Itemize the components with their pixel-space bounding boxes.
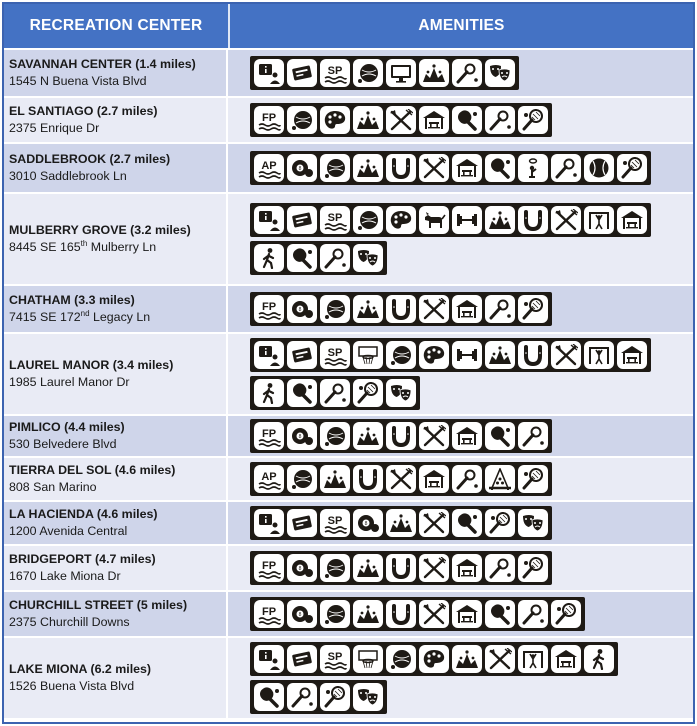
fp-icon <box>254 422 284 450</box>
pavilion-icon <box>617 206 647 234</box>
center-address: 808 San Marino <box>9 480 97 494</box>
walk-icon <box>254 244 284 272</box>
paddle-icon <box>287 244 317 272</box>
amenity-strip <box>250 642 618 676</box>
softball-icon <box>584 154 614 182</box>
info-icon <box>254 341 284 369</box>
paddle-icon <box>287 379 317 407</box>
drama-icon <box>386 379 416 407</box>
golf-icon <box>452 59 482 87</box>
stage-icon <box>353 554 383 582</box>
golf-icon <box>518 600 548 628</box>
billiards-icon <box>287 154 317 182</box>
amenities-cell <box>228 502 693 544</box>
table-row <box>4 332 693 414</box>
amenity-strip <box>250 203 651 237</box>
tennis-icon <box>320 683 350 711</box>
center-name: SADDLEBROOK (2.7 miles) <box>9 152 171 166</box>
fitness-icon <box>518 645 548 673</box>
header-recreation-center: RECREATION CENTER <box>4 4 230 48</box>
center-address: 1985 Laurel Manor Dr <box>9 375 130 389</box>
info-icon <box>254 509 284 537</box>
ap-icon <box>254 154 284 182</box>
amenity-strip <box>250 597 585 631</box>
recreation-table <box>2 2 695 724</box>
fitness-icon <box>584 341 614 369</box>
paddle-icon <box>485 154 515 182</box>
table-row <box>4 636 693 718</box>
amenity-strip <box>250 680 387 714</box>
fp-icon <box>254 106 284 134</box>
amenity-strip <box>250 506 552 540</box>
art-icon <box>320 106 350 134</box>
address-suffix: Mulberry Ln <box>87 240 157 254</box>
amenities-cell <box>228 194 693 284</box>
svg-text:FP: FP <box>261 112 277 124</box>
center-name: TIERRA DEL SOL (4.6 miles) <box>9 463 176 477</box>
dining-icon <box>419 295 449 323</box>
table-row <box>4 456 693 500</box>
svg-text:SP: SP <box>327 651 343 663</box>
center-address: 1670 Lake Miona Dr <box>9 569 121 583</box>
center-address: 3010 Saddlebrook Ln <box>9 169 127 183</box>
header-amenities: AMENITIES <box>418 17 505 34</box>
center-info-cell <box>4 502 228 544</box>
amenity-strip <box>250 241 387 275</box>
center-name: LA HACIENDA (4.6 miles) <box>9 507 158 521</box>
amenity-strip <box>250 376 420 410</box>
stage-icon <box>353 154 383 182</box>
dining-icon <box>485 645 515 673</box>
table-body <box>4 48 693 718</box>
pavilion-icon <box>452 554 482 582</box>
stage-icon <box>353 422 383 450</box>
tv-icon <box>386 59 416 87</box>
center-info-cell <box>4 98 228 142</box>
sp-icon <box>320 509 350 537</box>
amenities-cell <box>228 286 693 332</box>
bocce-icon <box>386 341 416 369</box>
paddle-icon <box>452 509 482 537</box>
dining-icon <box>551 341 581 369</box>
horseshoe-icon <box>386 554 416 582</box>
amenities-cell <box>228 546 693 590</box>
svg-text:SP: SP <box>327 347 343 359</box>
horseshoe-icon <box>386 154 416 182</box>
svg-text:8: 8 <box>298 566 302 572</box>
info-icon <box>254 59 284 87</box>
center-address: 1526 Buena Vista Blvd <box>9 679 135 693</box>
center-info-cell <box>4 592 228 636</box>
billiards-icon <box>287 422 317 450</box>
center-info-cell <box>4 50 228 96</box>
dining-icon <box>386 106 416 134</box>
amenities-cell <box>228 144 693 192</box>
svg-text:FP: FP <box>261 428 277 440</box>
bocce-icon <box>353 59 383 87</box>
sp-icon <box>320 206 350 234</box>
svg-text:AP: AP <box>261 471 277 483</box>
dining-icon <box>419 154 449 182</box>
billiards-icon <box>287 600 317 628</box>
center-address: 1200 Avenida Central <box>9 524 128 538</box>
address-suffix: Legacy Ln <box>89 310 151 324</box>
center-info-cell <box>4 144 228 192</box>
amenities-cell <box>228 98 693 142</box>
center-name: LAKE MIONA (6.2 miles) <box>9 662 152 676</box>
center-address: 1545 N Buena Vista Blvd <box>9 74 147 88</box>
svg-text:8: 8 <box>364 521 368 527</box>
address-ordinal: th <box>80 238 88 248</box>
sp-icon <box>320 645 350 673</box>
amenities-cell <box>228 592 693 636</box>
center-name: EL SANTIAGO (2.7 miles) <box>9 104 158 118</box>
center-info-cell <box>4 194 228 284</box>
dining-icon <box>419 422 449 450</box>
golf-icon <box>485 554 515 582</box>
pavilion-icon <box>419 106 449 134</box>
address-ordinal: nd <box>80 308 90 318</box>
bocce-icon <box>287 106 317 134</box>
center-info-cell <box>4 546 228 590</box>
golf-icon <box>287 683 317 711</box>
amenity-strip <box>250 551 552 585</box>
center-name: LAUREL MANOR (3.4 miles) <box>9 358 174 372</box>
svg-text:8: 8 <box>298 307 302 313</box>
golf-icon <box>485 295 515 323</box>
center-name: CHURCHILL STREET (5 miles) <box>9 598 188 612</box>
drama-icon <box>518 509 548 537</box>
art-icon <box>386 206 416 234</box>
amenities-cell <box>228 458 693 500</box>
bocce-icon <box>287 465 317 493</box>
stage-icon <box>485 341 515 369</box>
table-row <box>4 500 693 544</box>
golf-icon <box>320 244 350 272</box>
pavilion-icon <box>551 645 581 673</box>
center-name: SAVANNAH CENTER (1.4 miles) <box>9 57 196 71</box>
center-name: CHATHAM (3.3 miles) <box>9 293 135 307</box>
stage-icon <box>485 206 515 234</box>
amenity-strip <box>250 292 552 326</box>
center-address <box>9 239 226 256</box>
svg-text:FP: FP <box>261 606 277 618</box>
pool-icon <box>485 465 515 493</box>
table-row <box>4 544 693 590</box>
center-info-cell <box>4 638 228 718</box>
sp-icon <box>320 59 350 87</box>
pavilion-icon <box>452 295 482 323</box>
amenities-cell <box>228 416 693 456</box>
basketball-icon <box>353 341 383 369</box>
address-prefix: 8445 SE 165 <box>9 240 81 254</box>
stage-icon <box>320 465 350 493</box>
dining-icon <box>419 554 449 582</box>
svg-text:FP: FP <box>261 560 277 572</box>
center-name: BRIDGEPORT (4.7 miles) <box>9 552 156 566</box>
pavilion-icon <box>617 341 647 369</box>
walk-icon <box>584 645 614 673</box>
svg-text:SP: SP <box>327 65 343 77</box>
card-icon <box>287 341 317 369</box>
golf-icon <box>452 465 482 493</box>
amenity-strip <box>250 56 519 90</box>
fp-icon <box>254 600 284 628</box>
svg-text:SP: SP <box>327 212 343 224</box>
bocce-icon <box>320 295 350 323</box>
dining-icon <box>551 206 581 234</box>
table-row <box>4 590 693 636</box>
center-name: PIMLICO (4.4 miles) <box>9 420 125 434</box>
ap-icon <box>254 465 284 493</box>
horseshoe-icon <box>386 295 416 323</box>
center-info-cell <box>4 416 228 456</box>
pavilion-icon <box>452 154 482 182</box>
horseshoe-icon <box>386 422 416 450</box>
paddle-icon <box>254 683 284 711</box>
fp-icon <box>254 554 284 582</box>
horseshoe-icon <box>353 465 383 493</box>
center-address: 2375 Churchill Downs <box>9 615 130 629</box>
tennis-icon <box>485 509 515 537</box>
golf-icon <box>485 106 515 134</box>
svg-text:AP: AP <box>261 160 277 172</box>
amenity-strip <box>250 103 552 137</box>
tennis-icon <box>518 295 548 323</box>
fitness-icon <box>584 206 614 234</box>
billiards-icon <box>287 295 317 323</box>
table-row <box>4 192 693 284</box>
golf-icon <box>518 422 548 450</box>
center-address <box>9 309 226 326</box>
dining-icon <box>419 509 449 537</box>
billiards-icon <box>287 554 317 582</box>
bocce-icon <box>386 645 416 673</box>
dining-icon <box>419 600 449 628</box>
address-prefix: 7415 SE 172 <box>9 310 81 324</box>
horseshoe-icon <box>518 206 548 234</box>
tennis-icon <box>518 106 548 134</box>
table-row <box>4 96 693 142</box>
center-address: 530 Belvedere Blvd <box>9 437 117 451</box>
table-row <box>4 142 693 192</box>
bocce-icon <box>320 154 350 182</box>
stage-icon <box>353 106 383 134</box>
paddle-icon <box>452 106 482 134</box>
bocce-icon <box>353 206 383 234</box>
bocce-icon <box>320 554 350 582</box>
center-name: MULBERRY GROVE (3.2 miles) <box>9 223 191 237</box>
drama-icon <box>353 683 383 711</box>
art-icon <box>419 645 449 673</box>
svg-text:8: 8 <box>298 434 302 440</box>
table-row <box>4 48 693 96</box>
amenities-cell <box>228 334 693 414</box>
card-icon <box>287 206 317 234</box>
svg-text:FP: FP <box>261 301 277 313</box>
svg-text:8: 8 <box>298 612 302 618</box>
tennis-icon <box>551 600 581 628</box>
table-row <box>4 284 693 332</box>
pavilion-icon <box>452 422 482 450</box>
shuffle-icon <box>518 154 548 182</box>
drama-icon <box>353 244 383 272</box>
bocce-icon <box>320 422 350 450</box>
center-info-cell <box>4 458 228 500</box>
drama-icon <box>485 59 515 87</box>
fp-icon <box>254 295 284 323</box>
horseshoe-icon <box>518 341 548 369</box>
amenity-strip <box>250 419 552 453</box>
tennis-icon <box>518 465 548 493</box>
paddle-icon <box>485 422 515 450</box>
dining-icon <box>386 465 416 493</box>
billiards-icon <box>353 509 383 537</box>
info-icon <box>254 645 284 673</box>
amenity-strip <box>250 338 651 372</box>
tennis-icon <box>353 379 383 407</box>
amenities-cell <box>228 50 693 96</box>
card-icon <box>287 509 317 537</box>
info-icon <box>254 206 284 234</box>
amenities-cell <box>228 638 693 718</box>
dog-icon <box>419 206 449 234</box>
center-address: 2375 Enrique Dr <box>9 121 100 135</box>
center-info-cell <box>4 286 228 332</box>
card-icon <box>287 645 317 673</box>
weights-icon <box>452 206 482 234</box>
paddle-icon <box>485 600 515 628</box>
amenity-strip <box>250 462 552 496</box>
weights-icon <box>452 341 482 369</box>
stage-icon <box>386 509 416 537</box>
stage-icon <box>452 645 482 673</box>
amenity-strip <box>250 151 651 185</box>
svg-text:8: 8 <box>298 166 302 172</box>
stage-icon <box>353 295 383 323</box>
art-icon <box>419 341 449 369</box>
horseshoe-icon <box>386 600 416 628</box>
basketball-icon <box>353 645 383 673</box>
tennis-icon <box>617 154 647 182</box>
table-header <box>4 4 693 48</box>
golf-icon <box>320 379 350 407</box>
pavilion-icon <box>419 465 449 493</box>
sp-icon <box>320 341 350 369</box>
center-info-cell <box>4 334 228 414</box>
golf-icon <box>551 154 581 182</box>
pavilion-icon <box>452 600 482 628</box>
svg-text:SP: SP <box>327 515 343 527</box>
stage-icon <box>419 59 449 87</box>
stage-icon <box>353 600 383 628</box>
table-row <box>4 414 693 456</box>
walk-icon <box>254 379 284 407</box>
card-icon <box>287 59 317 87</box>
bocce-icon <box>320 600 350 628</box>
tennis-icon <box>518 554 548 582</box>
